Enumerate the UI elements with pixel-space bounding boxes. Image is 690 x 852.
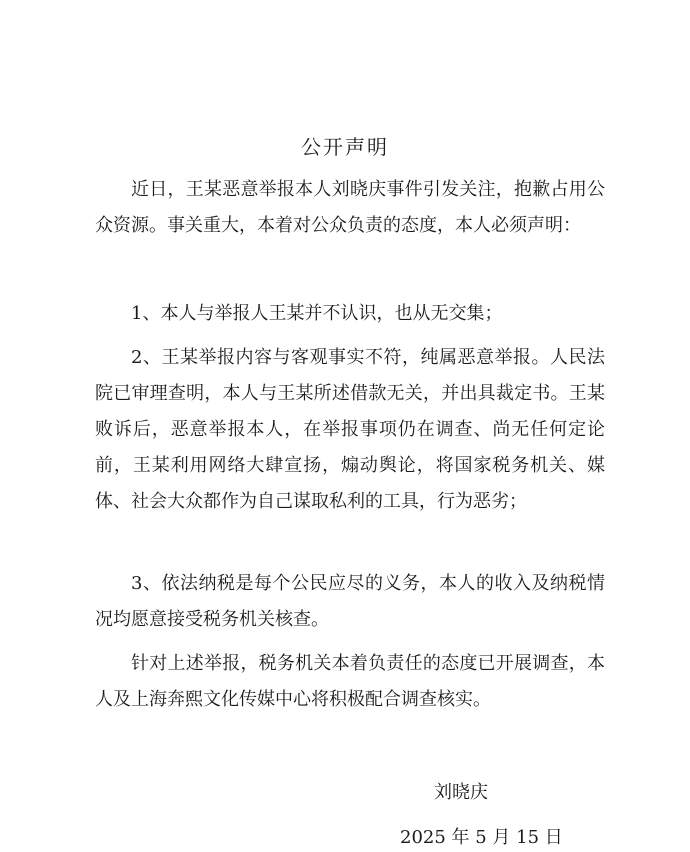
- paragraph-closing: 针对上述举报，税务机关本着负责任的态度已开展调查，本人及上海奔熙文化传媒中心将积极配合调查核实。: [95, 653, 605, 710]
- document-title: 公开声明: [301, 135, 389, 159]
- paragraph-intro: 近日，王某恶意举报本人刘晓庆事件引发关注，抱歉占用公众资源。事关重大，本着对公众负责的态度，本人必须声明：: [95, 179, 605, 236]
- signature-name: 刘晓庆: [434, 782, 488, 803]
- paragraph-point-2: 2、王某举报内容与客观事实不符，纯属恶意举报。人民法院已审理查明，本人与王某所述借款无关，并出具裁定书。王某败诉后，恶意举报本人，在举报事项仍在调查、尚无任何定论前，王某利用网络大肆宣扬，煽动舆论，将国家税务机关、媒体、社会大众都作为自己谋取私利的工具，行为恶劣；: [95, 347, 605, 512]
- signature-date: 2025 年 5 月 15 日: [400, 827, 563, 848]
- paragraph-point-1: 1、本人与举报人王某并不认识，也从无交集；: [131, 303, 503, 324]
- paragraph-point-3: 3、依法纳税是每个公民应尽的义务，本人的收入及纳税情况均愿意接受税务机关核查。: [95, 573, 605, 630]
